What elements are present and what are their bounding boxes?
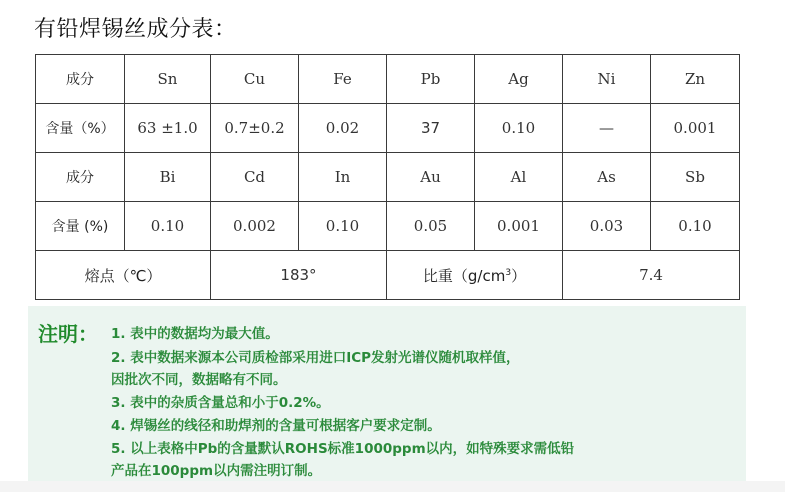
table-row bbox=[36, 251, 740, 300]
note-line: 4. 焊锡丝的线径和助焊剂的含量可根据客户要求定制。 bbox=[111, 418, 441, 434]
table-cell: Cd bbox=[211, 153, 299, 202]
table-cell: 0.001 bbox=[651, 104, 740, 153]
table-cell: 0.10 bbox=[651, 202, 740, 251]
table-cell: As bbox=[563, 153, 651, 202]
density-label-text: 比重（g/cm bbox=[422, 266, 506, 285]
table-cell: 0.03 bbox=[563, 202, 651, 251]
table-cell: Sb bbox=[651, 153, 740, 202]
table-cell: Cu bbox=[211, 55, 299, 104]
table-cell: 成分 bbox=[36, 55, 125, 104]
density-label-sup: 3 bbox=[505, 267, 512, 278]
table-cell: Pb bbox=[387, 55, 475, 104]
table-cell: Bi bbox=[125, 153, 211, 202]
table-cell: — bbox=[563, 104, 651, 153]
table-row bbox=[36, 104, 740, 153]
table-cell: 0.7±0.2 bbox=[211, 104, 299, 153]
note-line: 1. 表中的数据均为最大值。 bbox=[111, 326, 279, 342]
notes-heading: 注明： bbox=[38, 322, 98, 346]
melting-point-label: 熔点（℃） bbox=[36, 251, 211, 300]
density-label bbox=[387, 251, 563, 300]
table-cell: Sn bbox=[125, 55, 211, 104]
table-cell: 0.002 bbox=[211, 202, 299, 251]
table-cell: Al bbox=[475, 153, 563, 202]
table-cell: 成分 bbox=[36, 153, 125, 202]
table-row bbox=[36, 202, 740, 251]
table-cell: 0.001 bbox=[475, 202, 563, 251]
table-cell: 0.10 bbox=[475, 104, 563, 153]
table-cell: 37 bbox=[387, 104, 475, 153]
table-cell: 含量 (%) bbox=[36, 202, 125, 251]
notes-panel bbox=[28, 306, 746, 488]
page-title: 有铅焊锡丝成分表： bbox=[34, 17, 237, 42]
table-cell: 0.10 bbox=[299, 202, 387, 251]
table-cell: 0.05 bbox=[387, 202, 475, 251]
table-cell: Ni bbox=[563, 55, 651, 104]
table-cell: 含量（%） bbox=[36, 104, 125, 153]
table-cell: 63 ±1.0 bbox=[125, 104, 211, 153]
table-cell: 0.02 bbox=[299, 104, 387, 153]
table-row bbox=[36, 55, 740, 104]
note-line: 2. 表中数据来源本公司质检部采用进口ICP发射光谱仪随机取样值， bbox=[111, 350, 520, 366]
note-line: 产品在100ppm以内需注明订制。 bbox=[111, 463, 322, 479]
bottom-divider bbox=[0, 481, 785, 492]
density-label-close: ） bbox=[511, 266, 527, 285]
table-cell: Fe bbox=[299, 55, 387, 104]
table-cell: 0.10 bbox=[125, 202, 211, 251]
note-line: 3. 表中的杂质含量总和小于0.2%。 bbox=[111, 395, 330, 411]
note-line: 5. 以上表格中Pb的含量默认ROHS标准1000ppm以内，如特殊要求需低铅 bbox=[111, 441, 575, 457]
density-value: 7.4 bbox=[563, 251, 740, 300]
melting-point-value: 183° bbox=[211, 251, 387, 300]
table-cell: In bbox=[299, 153, 387, 202]
table-row bbox=[36, 153, 740, 202]
table-cell: Zn bbox=[651, 55, 740, 104]
composition-table bbox=[35, 54, 740, 300]
table-cell: Au bbox=[387, 153, 475, 202]
table-cell: Ag bbox=[475, 55, 563, 104]
note-line: 因批次不同，数据略有不同。 bbox=[111, 372, 287, 388]
